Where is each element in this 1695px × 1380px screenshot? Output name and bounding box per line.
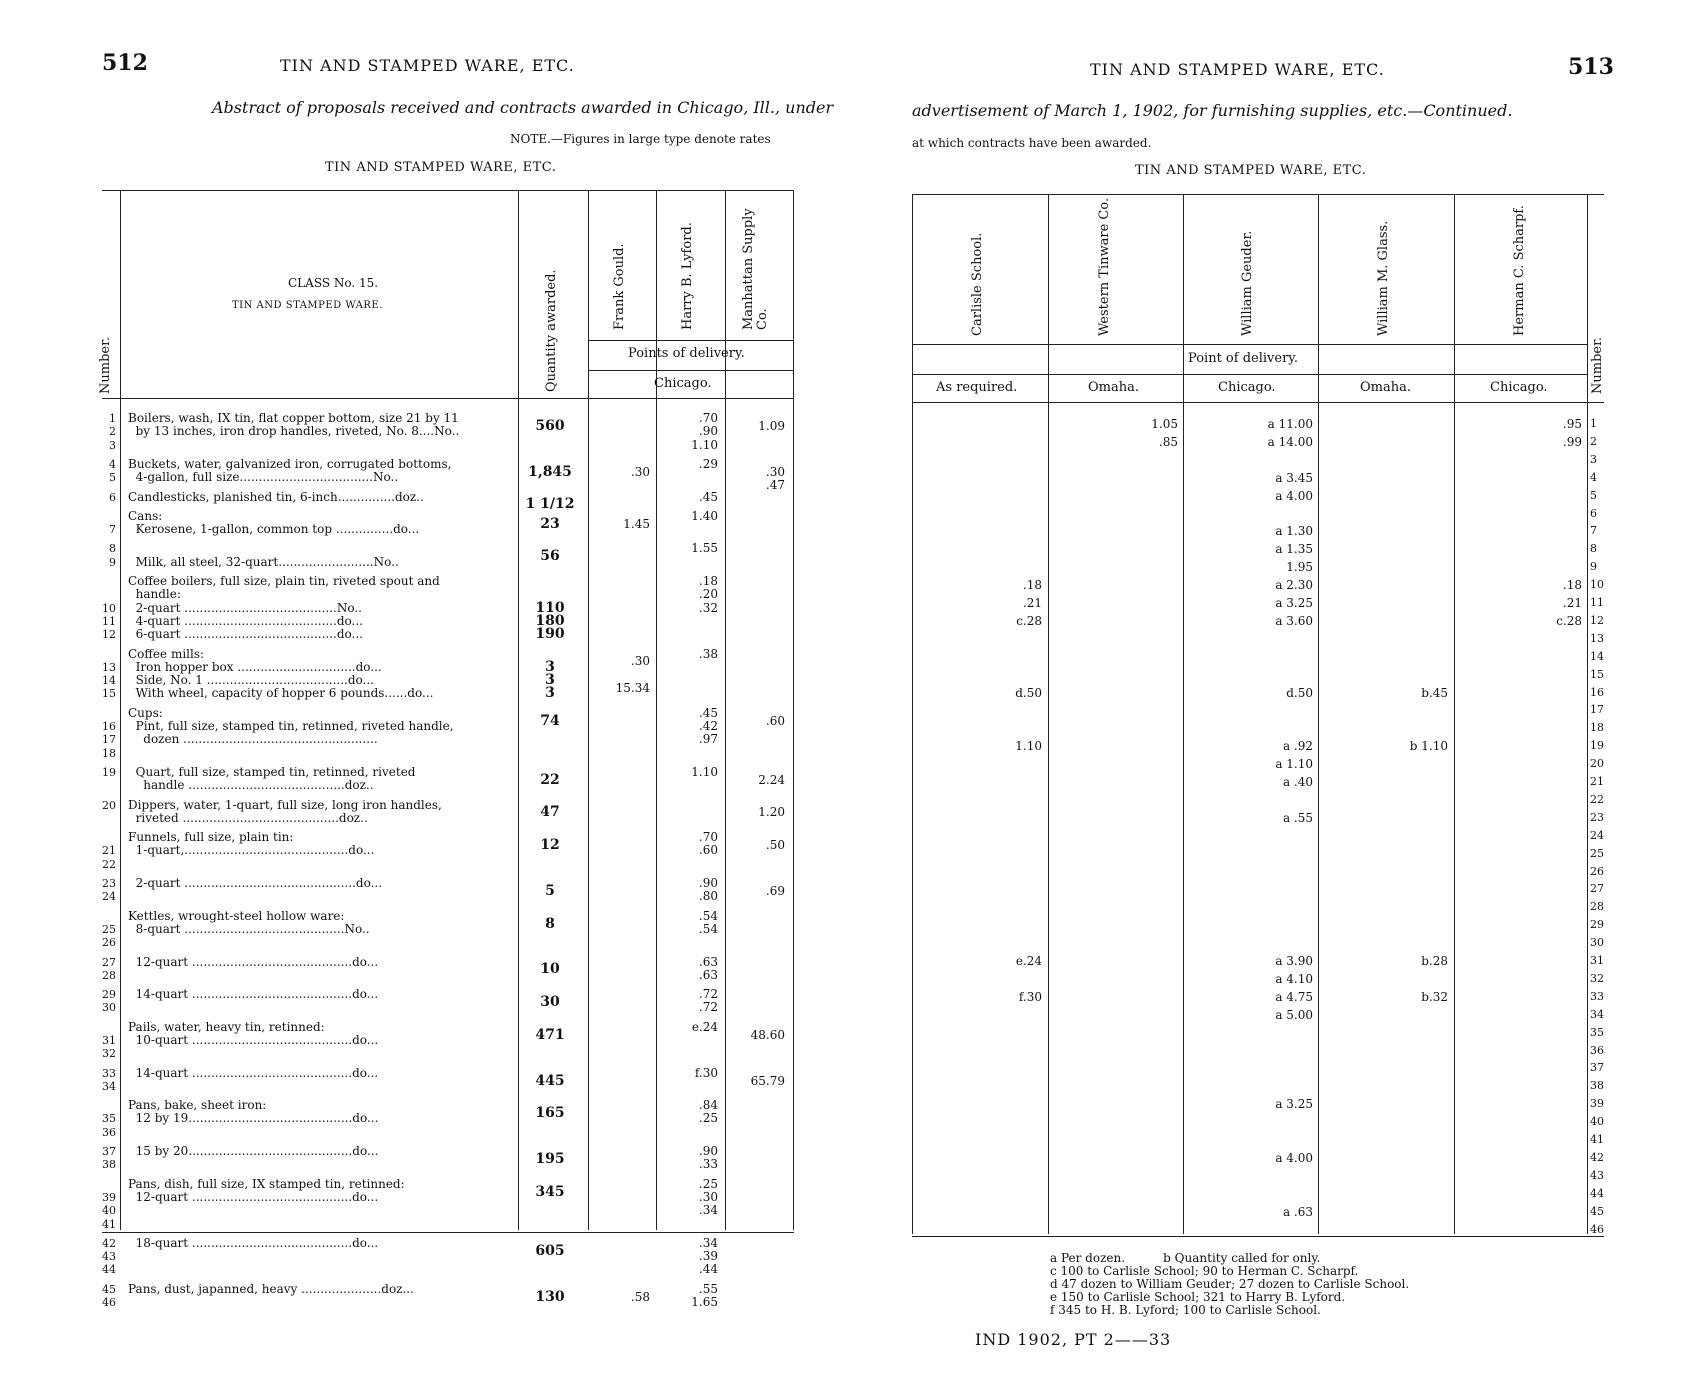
row-number: 27 28 [102, 955, 116, 982]
right-row-number: 10 [1590, 578, 1604, 592]
price-geuder: a 4.00 [1275, 1150, 1313, 1165]
right-running-head: TIN AND STAMPED WARE, ETC. [1090, 60, 1385, 79]
row-number: 4 5 [109, 457, 116, 485]
item-description: Buckets, water, galvanized iron, corrugated bottoms, 4-gallon, full size...................................No.. [128, 456, 452, 485]
price-harry-lyford: 1.55 [691, 541, 718, 556]
price-harry-lyford: .34 .39 .44 [698, 1235, 718, 1277]
row-number: 20 [102, 798, 116, 812]
left-page-number: 512 [102, 50, 148, 76]
point-of-delivery: Point of delivery. [1188, 351, 1299, 366]
price-harry-lyford: .45 [698, 489, 718, 504]
quantity-awarded: 471 [535, 1026, 565, 1043]
price-carlisle: .21 [1022, 596, 1042, 610]
right-row-number: 21 [1590, 775, 1604, 788]
bidder-william-glass: William M. Glass. [1376, 220, 1391, 336]
bidder-harry-lyford: Harry B. Lyford. [680, 222, 695, 330]
right-row-number: 2 [1590, 434, 1597, 448]
quantity-awarded: 56 [540, 548, 560, 565]
price-manhattan: .30 .47 [765, 464, 785, 493]
price-frank-gould: .58 [630, 1289, 650, 1304]
price-geuder: a 1.35 [1275, 542, 1313, 557]
price-carlisle: e.24 [1015, 954, 1042, 968]
right-row-number: 35 [1590, 1025, 1604, 1039]
price-geuder: a .63 [1282, 1204, 1313, 1219]
quantity-awarded: 1,845 [528, 463, 572, 480]
price-carlisle: 1.10 [1015, 739, 1042, 754]
item-description: Kettles, wrought-steel hollow ware: 8-quart ..........................................No.. [128, 908, 370, 936]
row-number: 31 32 [102, 1033, 116, 1061]
price-carlisle: d.50 [1015, 685, 1042, 700]
loc-chicago-2: Chicago. [1490, 380, 1548, 395]
quantity-awarded: 605 [535, 1242, 565, 1259]
right-page-number: 513 [1568, 54, 1614, 80]
price-frank-gould: .30 [630, 464, 650, 479]
right-row-number: 37 [1590, 1061, 1604, 1075]
price-glass: b 1.10 [1409, 739, 1448, 754]
price-geuder: a .40 [1282, 775, 1313, 789]
bidder-herman-scharpf: Herman C. Scharpf. [1512, 205, 1527, 336]
price-harry-lyford: .45 .42 .97 [698, 705, 718, 747]
price-harry-lyford: .18 .20 .32 [698, 574, 718, 615]
right-row-number: 33 [1590, 989, 1604, 1003]
right-row-number: 12 [1590, 613, 1604, 627]
right-row-number: 5 [1590, 488, 1597, 502]
price-carlisle: .18 [1022, 578, 1042, 593]
right-row-number: 26 [1590, 864, 1604, 878]
right-row-number: 44 [1590, 1186, 1604, 1200]
right-row-number: 18 [1590, 721, 1604, 735]
item-description: Cans: Kerosene, 1-gallon, common top ...............do... [128, 508, 420, 537]
right-row-number: 45 [1590, 1204, 1604, 1218]
price-scharpf: .95 [1562, 417, 1582, 431]
row-number: 6 [109, 490, 116, 504]
price-harry-lyford: .29 [698, 456, 718, 471]
right-number-header: Number. [1590, 336, 1605, 394]
class-header: CLASS No. 15. [288, 276, 379, 290]
price-geuder: a 4.75 [1275, 989, 1313, 1004]
right-row-number: 31 [1590, 954, 1604, 967]
price-harry-lyford: .70 .90 1.10 [691, 411, 718, 452]
row-number: 23 24 [102, 877, 116, 904]
price-manhattan: 65.79 [750, 1073, 785, 1088]
class-subheader: TIN AND STAMPED WARE. [232, 300, 383, 311]
right-row-number: 25 [1590, 846, 1604, 860]
price-geuder: a 3.45 [1275, 470, 1313, 485]
row-number: 45 46 [102, 1282, 116, 1310]
row-number: 21 22 [102, 844, 116, 871]
right-row-number: 43 [1590, 1168, 1604, 1182]
quantity-awarded: 12 [540, 837, 560, 854]
price-manhattan: 2.24 [758, 772, 785, 787]
right-row-number: 9 [1590, 560, 1597, 574]
right-row-number: 3 [1590, 452, 1597, 466]
quantity-awarded: 22 [540, 771, 560, 788]
quantity-awarded: 3 3 3 [545, 658, 555, 702]
right-row-number: 42 [1590, 1150, 1604, 1164]
quantity-awarded: 10 [540, 961, 560, 978]
right-row-number: 15 [1590, 667, 1604, 681]
price-geuder: a 3.60 [1275, 613, 1313, 628]
bidder-carlisle-school: Carlisle School. [970, 232, 985, 336]
location-chicago: Chicago. [654, 376, 712, 391]
right-row-number: 27 [1590, 882, 1604, 896]
right-row-number: 4 [1590, 470, 1597, 484]
price-geuder: 1.95 [1286, 560, 1313, 575]
quantity-awarded: 195 [535, 1151, 565, 1168]
price-geuder: d.50 [1286, 685, 1313, 700]
right-row-number: 19 [1590, 739, 1604, 753]
quantity-header: Quantity awarded. [544, 269, 559, 392]
footnote-line: f 345 to H. B. Lyford; 100 to Carlisle School. [1050, 1303, 1321, 1317]
quantity-awarded: 445 [535, 1072, 565, 1089]
row-number: 10 11 12 [102, 601, 116, 642]
note: NOTE.—Figures in large type denote rates [510, 132, 771, 146]
left-running-head: TIN AND STAMPED WARE, ETC. [280, 56, 575, 75]
item-description: Candlesticks, planished tin, 6-inch...............doz.. [128, 489, 424, 504]
right-row-number: 29 [1590, 918, 1604, 932]
price-geuder: a 2.30 [1275, 578, 1313, 593]
right-row-number: 28 [1590, 900, 1604, 914]
row-number: 39 40 41 [102, 1190, 116, 1231]
price-harry-lyford: .63 .63 [698, 954, 718, 982]
loc-omaha-1: Omaha. [1088, 380, 1139, 395]
price-scharpf: c.28 [1556, 613, 1582, 628]
points-of-delivery: Points of delivery. [628, 346, 745, 361]
item-description: Boilers, wash, IX tin, flat copper bottom, size 21 by 11 by 13 inches, iron drop handles, riveted, No. 8....No.. [128, 411, 460, 439]
footnote-line: d 47 dozen to William Geuder; 27 dozen to Carlisle School. [1050, 1277, 1410, 1291]
right-row-number: 13 [1590, 631, 1604, 645]
row-number: 7 [109, 523, 116, 537]
item-description: 18-quart ..........................................do... [128, 1235, 379, 1250]
row-number: 29 30 [102, 988, 116, 1015]
quantity-awarded: 23 [540, 515, 560, 532]
abstract-continued: advertisement of March 1, 1902, for furnishing supplies, etc.—Continued. [912, 101, 1513, 120]
right-row-number: 38 [1590, 1079, 1604, 1093]
loc-omaha-2: Omaha. [1360, 380, 1411, 395]
signature-mark: IND 1902, PT 2——33 [975, 1330, 1172, 1349]
right-row-number: 39 [1590, 1097, 1604, 1111]
row-number: 8 9 [109, 542, 116, 569]
price-geuder: a .92 [1282, 739, 1313, 754]
price-harry-lyford: .72 .72 [698, 987, 718, 1015]
footnotes [1050, 1252, 1409, 1317]
item-description: Pans, dust, japanned, heavy .....................doz... [128, 1281, 414, 1296]
price-geuder: a 1.10 [1275, 757, 1313, 772]
right-row-number: 14 [1590, 649, 1604, 663]
item-description: Pans, dish, full size, IX stamped tin, retinned: 12-quart ..........................................do... [128, 1176, 405, 1204]
price-scharpf: .18 [1562, 578, 1582, 593]
right-row-number: 7 [1590, 524, 1597, 538]
price-manhattan: .69 [765, 883, 785, 898]
bidder-manhattan-supply: Manhattan Supply Co. [741, 208, 770, 330]
quantity-awarded: 165 [535, 1105, 565, 1122]
quantity-awarded: 560 [535, 417, 565, 434]
price-geuder: a 3.25 [1275, 1097, 1313, 1112]
price-harry-lyford: e.24 [691, 1019, 718, 1034]
row-number: 16 17 18 [102, 719, 116, 760]
price-glass: b.45 [1421, 685, 1448, 700]
price-geuder: a 1.30 [1275, 524, 1313, 539]
row-number: 35 36 [102, 1112, 116, 1139]
price-geuder: a 4.00 [1275, 488, 1313, 503]
bidder-william-geuder: William Geuder. [1240, 230, 1255, 336]
price-geuder: a 5.00 [1275, 1007, 1313, 1022]
price-western-tinware: 1.05 [1151, 417, 1178, 431]
price-harry-lyford: .90 .80 [698, 876, 718, 904]
left-section-title: TIN AND STAMPED WARE, ETC. [325, 160, 557, 175]
right-row-number: 40 [1590, 1115, 1604, 1129]
price-geuder: a 14.00 [1267, 434, 1313, 449]
row-number: 42 43 44 [102, 1236, 116, 1277]
right-section-title: TIN AND STAMPED WARE, ETC. [1135, 163, 1367, 178]
right-row-number: 32 [1590, 971, 1604, 985]
price-geuder: a 11.00 [1267, 417, 1313, 431]
right-row-number: 8 [1590, 542, 1597, 556]
price-harry-lyford: 1.10 [691, 764, 718, 779]
right-row-number: 22 [1590, 792, 1604, 806]
price-geuder: a .55 [1282, 810, 1313, 825]
price-carlisle: c.28 [1016, 613, 1042, 628]
right-row-number: 41 [1590, 1133, 1604, 1146]
price-frank-gould: 1.45 [623, 516, 650, 531]
quantity-awarded: 345 [535, 1183, 565, 1200]
item-description: Quart, full size, stamped tin, retinned, riveted handle .........................................doz.. [135, 764, 416, 793]
number-header: Number. [98, 336, 113, 394]
item-description: Coffee boilers, full size, plain tin, riveted spout and handle: 2-quart ........................................No.. 4-quart ........................................do... 6-quart ........................................do... [128, 574, 440, 642]
price-harry-lyford: .84 .25 [698, 1098, 718, 1126]
right-row-number: 36 [1590, 1043, 1604, 1057]
price-scharpf: .21 [1562, 596, 1582, 610]
price-harry-lyford: .90 .33 [698, 1144, 718, 1172]
item-description: Dippers, water, 1-quart, full size, long iron handles, riveted .........................................doz.. [128, 797, 442, 825]
item-description: Funnels, full size, plain tin: 1-quart,...........................................do... [128, 830, 375, 858]
item-description: Pans, bake, sheet iron: 12 by 19...........................................do... [128, 1098, 379, 1126]
right-row-number: 1 [1590, 417, 1597, 430]
quantity-awarded: 5 [545, 882, 555, 899]
item-description: 15 by 20...........................................do... [128, 1144, 379, 1159]
price-harry-lyford: 1.40 [691, 508, 718, 523]
row-number: 13 14 15 [102, 660, 116, 701]
price-carlisle: f.30 [1018, 989, 1042, 1004]
quantity-awarded: 110 180 190 [535, 599, 565, 643]
right-row-number: 16 [1590, 685, 1604, 699]
price-harry-lyford: f.30 [694, 1065, 718, 1080]
quantity-awarded: 8 [545, 915, 555, 932]
price-glass: b.32 [1421, 989, 1448, 1004]
loc-as-required: As required. [936, 380, 1018, 395]
item-description: 12-quart ..........................................do... [128, 954, 379, 969]
price-manhattan: 48.60 [750, 1027, 785, 1042]
right-row-number: 6 [1590, 506, 1597, 520]
item-description: Milk, all steel, 32-quart.........................No.. [135, 554, 399, 569]
item-description: Coffee mills: Iron hopper box ...............................do... Side, No. 1 .....................................do... With wheel, capacity of hopper 6 pounds......do... [128, 646, 434, 701]
right-row-number: 30 [1590, 936, 1604, 950]
price-harry-lyford: .55 1.65 [691, 1281, 718, 1310]
price-western-tinware: .85 [1158, 434, 1178, 449]
footnote-line: c 100 to Carlisle School; 90 to Herman C. Scharpf. [1050, 1264, 1359, 1278]
price-manhattan: .50 [765, 838, 785, 853]
bidder-western-tinware: Western Tinware Co. [1097, 197, 1112, 336]
price-frank-gould: .30 15.34 [615, 654, 650, 696]
quantity-awarded: 47 [540, 804, 560, 821]
loc-chicago-1: Chicago. [1218, 380, 1276, 395]
right-row-number: 24 [1590, 828, 1604, 842]
row-number: 19 [102, 765, 116, 779]
row-number: 25 26 [102, 922, 116, 950]
quantity-awarded: 130 [535, 1288, 565, 1305]
quantity-awarded: 30 [540, 994, 560, 1011]
footnote-line: a Per dozen. b Quantity called for only. [1050, 1251, 1321, 1265]
right-row-number: 20 [1590, 757, 1604, 771]
price-geuder: a 4.10 [1275, 971, 1313, 986]
abstract-title: Abstract of proposals received and contracts awarded in Chicago, Ill., under [212, 98, 834, 117]
price-harry-lyford: .54 .54 [698, 908, 718, 936]
price-manhattan: 1.09 [758, 418, 785, 433]
item-description: Cups: Pint, full size, stamped tin, retinned, riveted handle, dozen ................................................... [128, 705, 454, 747]
price-harry-lyford: .25 .30 .34 [698, 1176, 718, 1218]
price-scharpf: .99 [1562, 434, 1582, 449]
price-geuder: a 3.90 [1275, 954, 1313, 968]
row-number: 37 38 [102, 1145, 116, 1172]
quantity-awarded: 1 1/12 [525, 496, 575, 513]
bidder-frank-gould: Frank Gould. [612, 243, 627, 330]
price-harry-lyford: .38 [698, 646, 718, 661]
item-description: 14-quart ..........................................do... [128, 1065, 379, 1080]
price-glass: b.28 [1421, 954, 1448, 968]
note-continued: at which contracts have been awarded. [912, 136, 1152, 150]
row-number: 1 2 3 [109, 412, 116, 452]
item-description: 14-quart ..........................................do... [128, 987, 379, 1002]
right-row-number: 23 [1590, 810, 1604, 824]
price-manhattan: .60 [765, 713, 785, 728]
right-row-number: 34 [1590, 1007, 1604, 1021]
item-description: 2-quart .............................................do... [128, 876, 383, 890]
price-geuder: a 3.25 [1275, 596, 1313, 610]
right-row-number: 11 [1590, 596, 1604, 609]
price-harry-lyford: .70 .60 [698, 830, 718, 858]
quantity-awarded: 74 [540, 712, 560, 729]
right-row-number: 46 [1590, 1222, 1604, 1236]
row-number: 33 34 [102, 1066, 116, 1093]
right-row-number: 17 [1590, 703, 1604, 717]
item-description: Pails, water, heavy tin, retinned: 10-quart ..........................................do... [128, 1019, 379, 1047]
footnote-line: e 150 to Carlisle School; 321 to Harry B. Lyford. [1050, 1290, 1346, 1304]
price-manhattan: 1.20 [758, 805, 785, 820]
